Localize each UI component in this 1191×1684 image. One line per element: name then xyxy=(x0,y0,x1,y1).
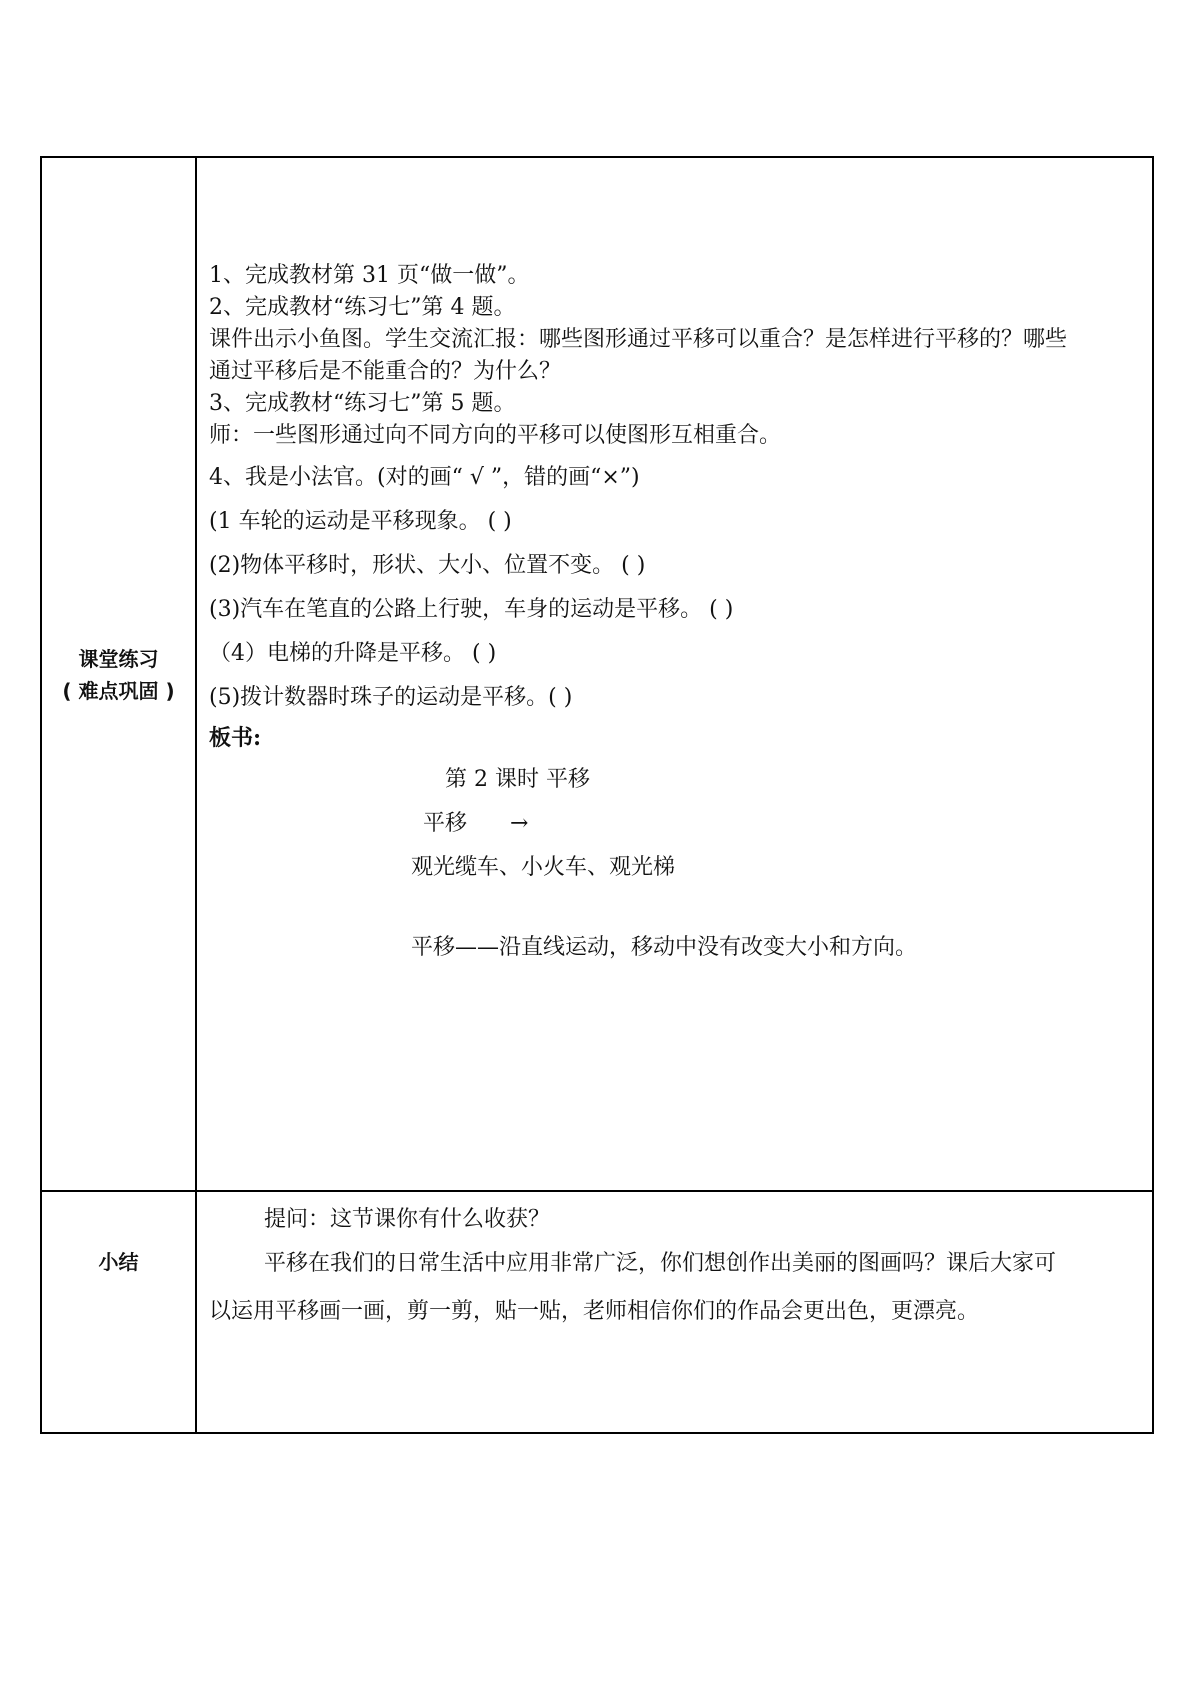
board-examples: 观光缆车、小火车、观光梯 xyxy=(411,855,676,880)
practice-line-1: 1、完成教材第 31 页“做一做”。 xyxy=(209,263,530,288)
practice-line-6: 师：一些图形通过向不同方向的平移可以使图形互相重合。 xyxy=(209,423,782,448)
summary-paragraph-line-2: 以运用平移画一画，剪一剪，贴一贴，老师相信你们的作品会更出色，更漂亮。 xyxy=(209,1299,980,1324)
table-border-left xyxy=(40,156,42,1434)
lesson-table xyxy=(40,156,1154,1434)
board-title: 第 2 课时 平移 xyxy=(445,767,590,792)
judge-item-4: （4）电梯的升降是平移。 ( ) xyxy=(209,641,497,666)
board-term: 平移 xyxy=(423,811,468,836)
practice-label-line2: ( 难点巩固 ) xyxy=(62,679,175,703)
board-label: 板书: xyxy=(209,725,262,751)
judge-item-5: (5)拨计数器时珠子的运动是平移。( ) xyxy=(209,685,573,710)
practice-line-5: 3、完成教材“练习七”第 5 题。 xyxy=(209,391,516,416)
judge-item-2: (2)物体平移时，形状、大小、位置不变。 ( ) xyxy=(209,553,646,578)
right-arrow-icon: → xyxy=(510,811,529,836)
summary-question: 提问：这节课你有什么收获？ xyxy=(264,1207,551,1232)
board-term-row xyxy=(423,808,528,840)
table-border-top xyxy=(40,156,1154,158)
practice-label xyxy=(42,643,195,707)
board-definition: 平移——沿直线运动，移动中没有改变大小和方向。 xyxy=(411,935,918,960)
judge-item-3: (3)汽车在笔直的公路上行驶，车身的运动是平移。 ( ) xyxy=(209,597,734,622)
table-border-bottom xyxy=(40,1432,1154,1434)
table-row-divider xyxy=(40,1190,1154,1192)
judge-item-1: (1 车轮的运动是平移现象。 ( ) xyxy=(209,509,512,534)
practice-line-2: 2、完成教材“练习七”第 4 题。 xyxy=(209,295,516,320)
practice-line-4: 通过平移后是不能重合的？为什么？ xyxy=(209,359,562,384)
table-border-right xyxy=(1152,156,1154,1434)
practice-line-3: 课件出示小鱼图。学生交流汇报：哪些图形通过平移可以重合？是怎样进行平移的？哪些 xyxy=(209,327,1068,352)
summary-label: 小结 xyxy=(98,1250,139,1274)
practice-label-line1: 课堂练习 xyxy=(78,647,159,671)
practice-line-7: 4、我是小法官。(对的画“ √ ”，错的画“×”) xyxy=(209,465,640,490)
table-column-divider xyxy=(195,156,197,1434)
summary-paragraph-line-1: 平移在我们的日常生活中应用非常广泛，你们想创作出美丽的图画吗？课后大家可 xyxy=(264,1251,1057,1276)
